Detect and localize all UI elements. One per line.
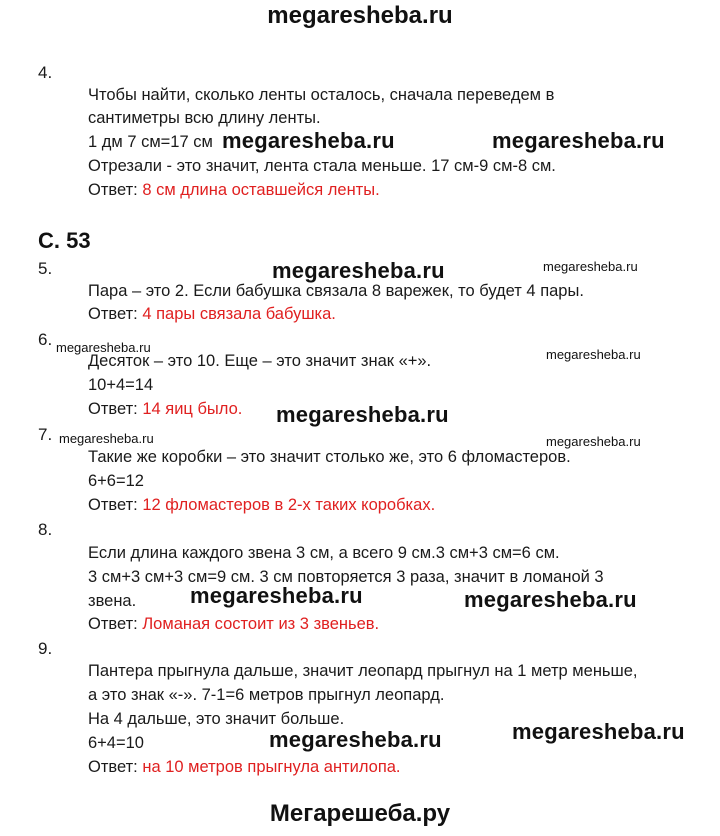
answer-text: на 10 метров прыгнула антилопа. bbox=[142, 758, 401, 776]
answer-prefix: Ответ: bbox=[88, 181, 138, 199]
task-text-line: Пантера прыгнула дальше, значит леопард прыгнул на 1 метр меньше, bbox=[88, 662, 638, 680]
watermark-text: megaresheba.ru bbox=[59, 431, 154, 446]
task-text-line: Десяток – это 10. Еще – это значит знак «+». bbox=[88, 352, 432, 370]
task-text-line: звена. bbox=[88, 592, 137, 610]
watermark-text: megaresheba.ru bbox=[546, 347, 641, 362]
task-answer bbox=[88, 181, 380, 200]
task-answer bbox=[88, 615, 379, 634]
watermark-text: megaresheba.ru bbox=[272, 258, 445, 283]
task-number: 6. bbox=[38, 330, 53, 349]
task-text-line: 1 дм 7 см=17 см bbox=[88, 133, 213, 151]
task-text-line: 6+4=10 bbox=[88, 734, 144, 752]
task-text-line: Если длина каждого звена 3 см, а всего 9 см.3 см+3 см=6 см. bbox=[88, 544, 560, 562]
task-text-line: Отрезали - это значит, лента стала меньше. 17 см-9 см-8 см. bbox=[88, 157, 556, 175]
answer-prefix: Ответ: bbox=[88, 615, 138, 633]
task-answer bbox=[88, 400, 242, 419]
task-answer bbox=[88, 305, 336, 324]
answer-text: 8 см длина оставшейся ленты. bbox=[142, 181, 380, 199]
answer-text: 12 фломастеров в 2-х таких коробках. bbox=[142, 496, 436, 514]
watermark-text: megaresheba.ru bbox=[512, 719, 685, 744]
answer-prefix: Ответ: bbox=[88, 496, 138, 514]
answer-text: 14 яиц было. bbox=[142, 400, 243, 418]
site-footer: Мегарешеба.ру bbox=[269, 800, 451, 827]
watermark-text: megaresheba.ru bbox=[546, 434, 641, 449]
watermark-text: megaresheba.ru bbox=[543, 259, 638, 274]
watermark-text: megaresheba.ru bbox=[222, 128, 395, 153]
task-text-line: сантиметры всю длину ленты. bbox=[88, 109, 321, 127]
answer-text: 4 пары связала бабушка. bbox=[142, 305, 336, 323]
task-text-line: Такие же коробки – это значит столько же, это 6 фломастеров. bbox=[88, 448, 571, 466]
watermark-text: megaresheba.ru bbox=[464, 587, 637, 612]
section-title: С. 53 bbox=[38, 228, 91, 253]
task-answer bbox=[88, 496, 435, 515]
task-text-line: На 4 дальше, это значит больше. bbox=[88, 710, 345, 728]
answer-prefix: Ответ: bbox=[88, 400, 138, 418]
task-answer bbox=[88, 758, 401, 777]
task-text-line: 3 см+3 см+3 см=9 см. 3 см повторяется 3 раза, значит в ломаной 3 bbox=[88, 568, 604, 586]
answer-prefix: Ответ: bbox=[88, 305, 138, 323]
task-text-line: Пара – это 2. Если бабушка связала 8 варежек, то будет 4 пары. bbox=[88, 282, 584, 300]
task-number: 9. bbox=[38, 639, 53, 658]
task-text-line: Чтобы найти, сколько ленты осталось, сначала переведем в bbox=[88, 86, 555, 104]
watermark-text: megaresheba.ru bbox=[269, 727, 442, 752]
task-text-line: 10+4=14 bbox=[88, 376, 154, 394]
task-number: 8. bbox=[38, 520, 53, 539]
task-number: 5. bbox=[38, 259, 53, 278]
watermark-text: megaresheba.ru bbox=[276, 402, 449, 427]
answer-text: Ломаная состоит из 3 звеньев. bbox=[142, 615, 380, 633]
watermark-text: megaresheba.ru bbox=[492, 128, 665, 153]
task-number: 4. bbox=[38, 63, 53, 82]
answer-prefix: Ответ: bbox=[88, 758, 138, 776]
task-text-line: а это знак «-». 7-1=6 метров прыгнул леопард. bbox=[88, 686, 445, 704]
task-text-line: 6+6=12 bbox=[88, 472, 144, 490]
task-number: 7. bbox=[38, 425, 53, 444]
site-header: megaresheba.ru bbox=[267, 2, 453, 29]
watermark-text: megaresheba.ru bbox=[190, 583, 363, 608]
watermark-text: megaresheba.ru bbox=[56, 340, 151, 355]
